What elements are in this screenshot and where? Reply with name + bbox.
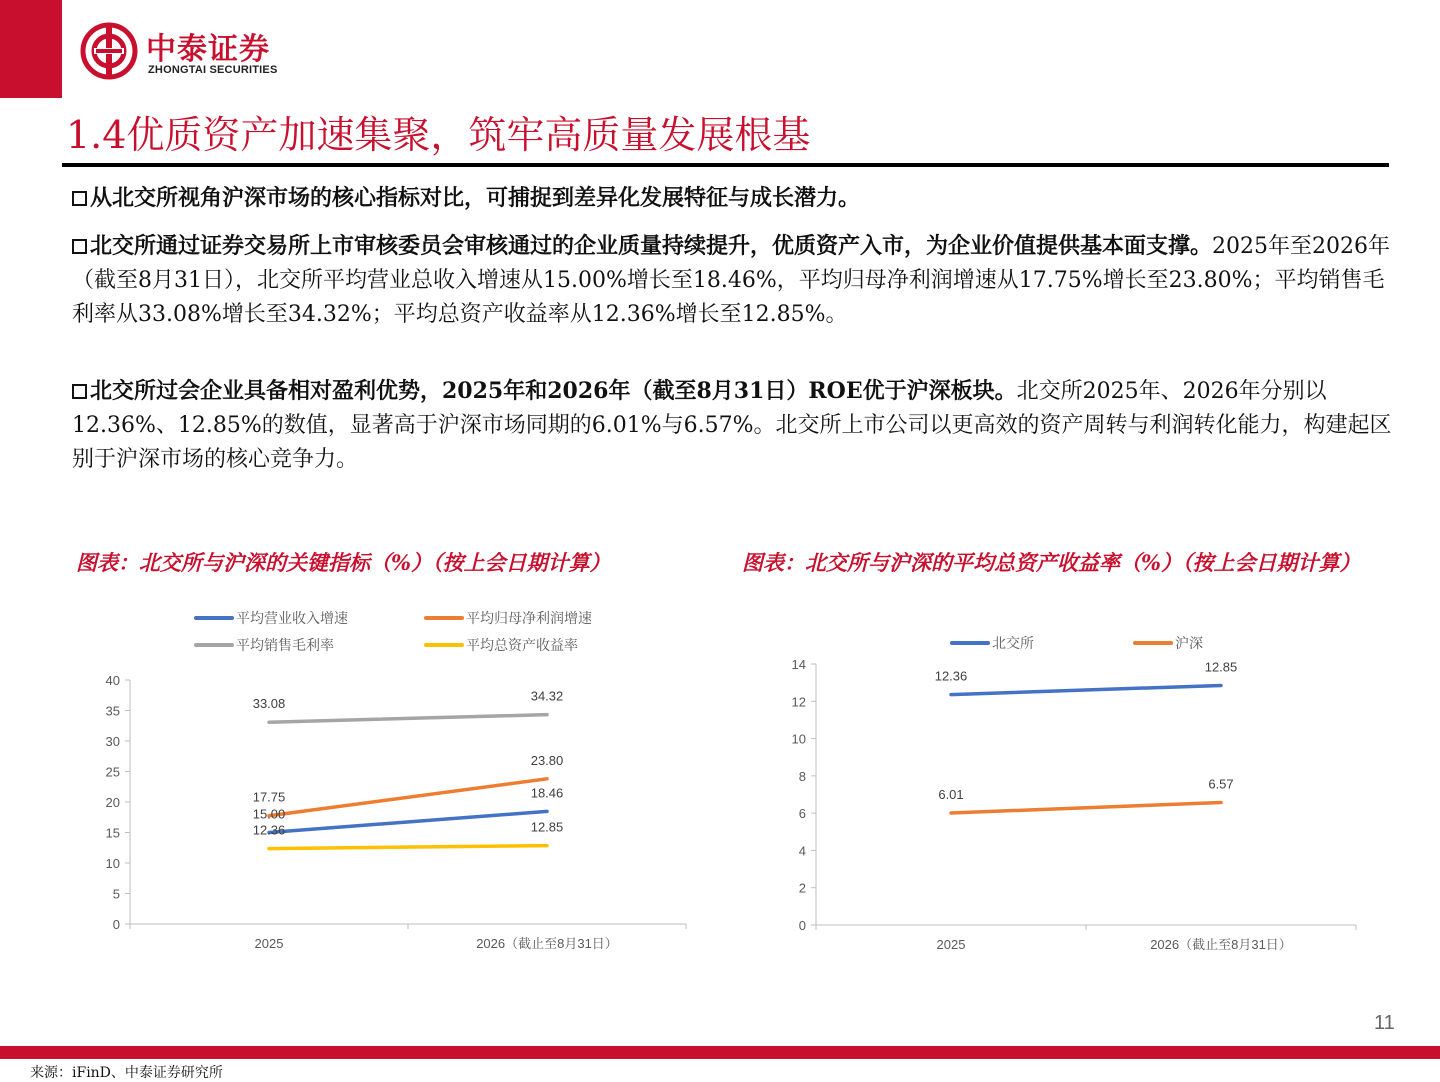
footer-red-band	[0, 1046, 1440, 1059]
bullet-2-text: 2025年至2026年（截至8月31日），北交所平均营业总收入增速从15.00%增长至18.46%，平均归母净利润增速从17.75%增长至23.80%；平均销售毛利率从33.08%增长至34.32%；平均总资产收益率从12.36%增长至12.85%。	[72, 234, 1390, 327]
data-label: 6.57	[1208, 776, 1234, 792]
legend-label: 平均销售毛利率	[236, 637, 334, 653]
y-tick-label: 20	[105, 795, 120, 810]
y-tick-label: 0	[798, 918, 806, 933]
bullet-1-bold: 从北交所视角沪深市场的核心指标对比，可捕捉到差异化发展特征与成长潜力。	[90, 185, 861, 211]
data-label: 12.36	[934, 668, 968, 684]
chart-2-roa	[760, 620, 1380, 965]
source-note: 来源：iFinD、中泰证券研究所	[30, 1065, 223, 1081]
series-line	[951, 803, 1221, 813]
bullet-2-bold: 北交所通过证券交易所上市审核委员会审核通过的企业质量持续提升，优质资产入市，为企业价值提供基本面支撑。	[90, 233, 1213, 259]
y-tick-label: 6	[798, 806, 806, 822]
x-tick-label: 2026（截止至8月31日）	[1150, 937, 1292, 952]
series-line	[951, 685, 1221, 694]
checkbox-square-icon	[72, 191, 87, 206]
data-label: 18.46	[530, 785, 564, 801]
y-tick-label: 35	[105, 703, 120, 719]
zhongtai-logo-icon	[80, 22, 138, 80]
logo-chinese-name: 中泰证券	[146, 32, 270, 67]
y-tick-label: 40	[105, 673, 120, 688]
legend-label: 沪深	[1175, 635, 1203, 651]
data-label: 12.36	[252, 822, 286, 838]
y-tick-label: 12	[791, 694, 806, 710]
series-line	[269, 715, 547, 723]
data-label: 33.08	[252, 696, 286, 712]
logo-english-name: ZHONGTAI SECURITIES	[148, 64, 278, 76]
y-tick-label: 8	[798, 768, 806, 784]
company-logo	[80, 22, 320, 82]
y-tick-label: 2	[798, 880, 806, 896]
series-line	[269, 811, 547, 832]
x-tick-label: 2025	[936, 937, 966, 952]
series-line	[269, 779, 547, 816]
header-red-block	[0, 0, 62, 98]
chart-1-key-indicators	[60, 590, 720, 970]
page-title: 1.4优质资产加速集聚，筑牢高质量发展根基	[66, 113, 811, 157]
y-tick-label: 5	[112, 886, 120, 902]
checkbox-square-icon	[72, 384, 87, 399]
chart-2-title-container	[742, 540, 1440, 580]
chart-2-title: 图表：北交所与沪深的平均总资产收益率（%）（按上会日期计算）	[742, 550, 1361, 575]
legend-label: 北交所	[992, 635, 1034, 651]
legend-label: 平均营业收入增速	[236, 610, 348, 626]
title-divider	[62, 163, 1389, 167]
y-tick-label: 15	[105, 825, 120, 841]
data-label: 6.01	[938, 786, 964, 802]
legend-label: 平均总资产收益率	[466, 637, 578, 653]
y-tick-label: 10	[105, 856, 120, 871]
y-tick-label: 30	[105, 734, 120, 749]
bullet-2	[72, 229, 1392, 332]
y-tick-label: 10	[791, 731, 806, 747]
data-label: 34.32	[530, 688, 564, 704]
bullet-3-bold: 北交所过会企业具备相对盈利优势，2025年和2026年（截至8月31日）ROE优于沪深板块。	[90, 378, 1017, 404]
data-label: 15.00	[252, 806, 286, 822]
checkbox-square-icon	[72, 239, 87, 254]
page-number: 11	[1374, 1012, 1395, 1034]
series-line	[269, 846, 547, 849]
data-label: 12.85	[530, 819, 564, 835]
chart-1-title: 图表：北交所与沪深的关键指标（%）（按上会日期计算）	[76, 550, 611, 575]
y-tick-label: 0	[112, 917, 120, 932]
legend-label: 平均归母净利润增速	[466, 610, 592, 626]
bullet-1	[72, 181, 1392, 216]
data-label: 23.80	[530, 752, 564, 768]
bullet-3-text: 北交所2025年、2026年分别以12.36%、12.85%的数值，显著高于沪深市场同期的6.01%与6.57%。北交所上市公司以更高效的资产周转与利润转化能力，构建起区别于沪深市场的核心竞争力。	[72, 379, 1392, 472]
y-tick-label: 4	[798, 843, 806, 859]
bullet-3	[72, 374, 1392, 477]
y-tick-label: 14	[791, 657, 806, 672]
data-label: 17.75	[252, 789, 286, 805]
y-tick-label: 25	[105, 764, 120, 780]
x-tick-label: 2026（截止至8月31日）	[476, 936, 618, 951]
data-label: 12.85	[1204, 659, 1238, 675]
x-tick-label: 2025	[254, 936, 284, 951]
